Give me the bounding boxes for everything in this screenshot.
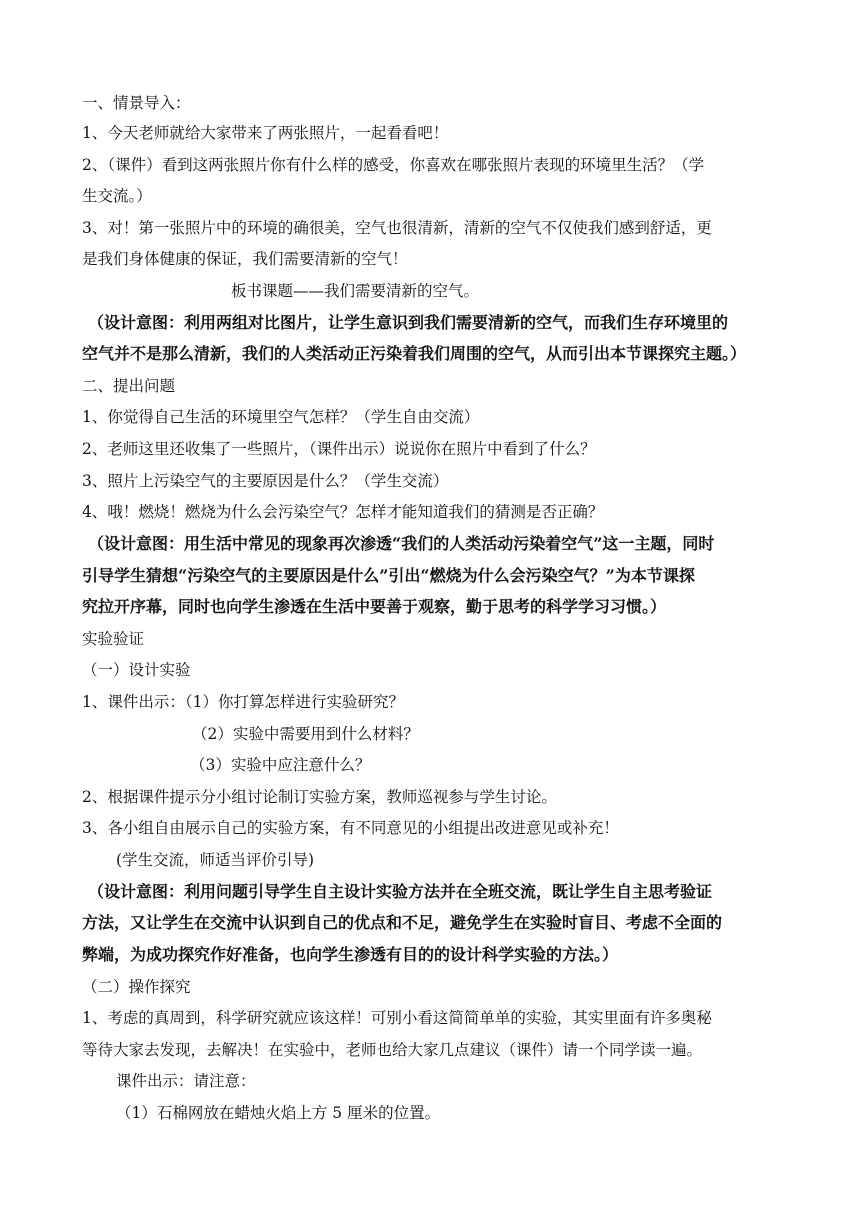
paragraph-line: 课件出示：请注意： [116,1072,256,1090]
design-intent-line: 空气并不是那么清新，我们的人类活动正污染着我们周围的空气，从而引出本节课探究主题。） [82,344,747,363]
section-heading-3: 实验验证 [82,630,145,648]
paragraph-line: （1）石棉网放在蜡烛火焰上方 5 厘米的位置。 [116,1104,441,1122]
board-title: 板书课题——我们需要清新的空气。 [231,282,480,300]
paragraph-line: 1、你觉得自己生活的环境里空气怎样？（学生自由交流） [82,408,480,426]
paragraph-line: 是我们身体健康的保证，我们需要清新的空气！ [82,250,408,268]
paragraph-line: 1、考虑的真周到，科学研究就应该这样！可别小看这简简单单的实验，其实里面有许多奥秘 [82,1009,712,1027]
section-heading-1: 一、情景导入： [82,94,191,112]
paragraph-line: 2、（课件）看到这两张照片你有什么样的感受，你喜欢在哪张照片表现的环境里生活？（学 [82,156,705,174]
paragraph-line: (学生交流，师适当评价引导) [116,851,315,869]
design-intent-line: 方法，又让学生在交流中认识到自己的优点和不足，避免学生在实验时盲目、考虑不全面的 [82,913,723,932]
paragraph-line: （2）实验中需要用到什么材料？ [192,725,419,743]
subsection-heading: （二）操作探究 [82,978,191,996]
design-intent-line: 引导学生猜想“污染空气的主要原因是什么”引出“燃烧为什么会污染空气？”为本节课探 [82,566,695,585]
design-intent-line: （设计意图：利用问题引导学生自主设计实验方法并在全班交流，既让学生自主思考验证 [88,882,713,901]
paragraph-line: 2、老师这里还收集了一些照片，（课件出示）说说你在照片中看到了什么？ [82,440,596,458]
section-heading-2: 二、提出问题 [82,377,176,395]
paragraph-line: 1、今天老师就给大家带来了两张照片，一起看看吧！ [82,124,449,142]
design-intent-line: 究拉开序幕，同时也向学生渗透在生活中要善于观察，勤于思考的科学学习习惯。） [82,597,667,616]
subsection-heading: （一）设计实验 [82,661,191,679]
paragraph-line: 2、根据课件提示分小组讨论制订实验方案，教师巡视参与学生讨论。 [82,788,557,806]
paragraph-line: 1、课件出示：（1）你打算怎样进行实验研究？ [82,693,404,711]
design-intent-line: （设计意图：利用两组对比图片，让学生意识到我们需要清新的空气，而我们生存环境里的 [88,313,729,332]
paragraph-line: 3、各小组自由展示自己的实验方案，有不同意见的小组提出改进意见或补充！ [82,819,619,837]
paragraph-line: 4、哦！燃烧！燃烧为什么会污染空气？怎样才能知道我们的猜测是否正确？ [82,503,604,521]
design-intent-line: 弊端，为成功探究作好准备，也向学生渗透有目的的设计科学实验的方法。） [82,945,619,964]
paragraph-line: 3、对！第一张照片中的环境的确很美，空气也很清新，清新的空气不仅使我们感到舒适，更 [82,219,712,237]
paragraph-line: 等待大家去发现，去解决！在实验中，老师也给大家几点建议（课件）请一个同学读一遍。 [82,1041,703,1059]
paragraph-line: 生交流。） [82,187,152,205]
design-intent-line: （设计意图：用生活中常见的现象再次渗透“我们的人类活动污染着空气”这一主题，同时 [88,534,715,553]
paragraph-line: （3）实验中应注意什么？ [190,756,371,774]
paragraph-line: 3、照片上污染空气的主要原因是什么？（学生交流） [82,472,449,490]
